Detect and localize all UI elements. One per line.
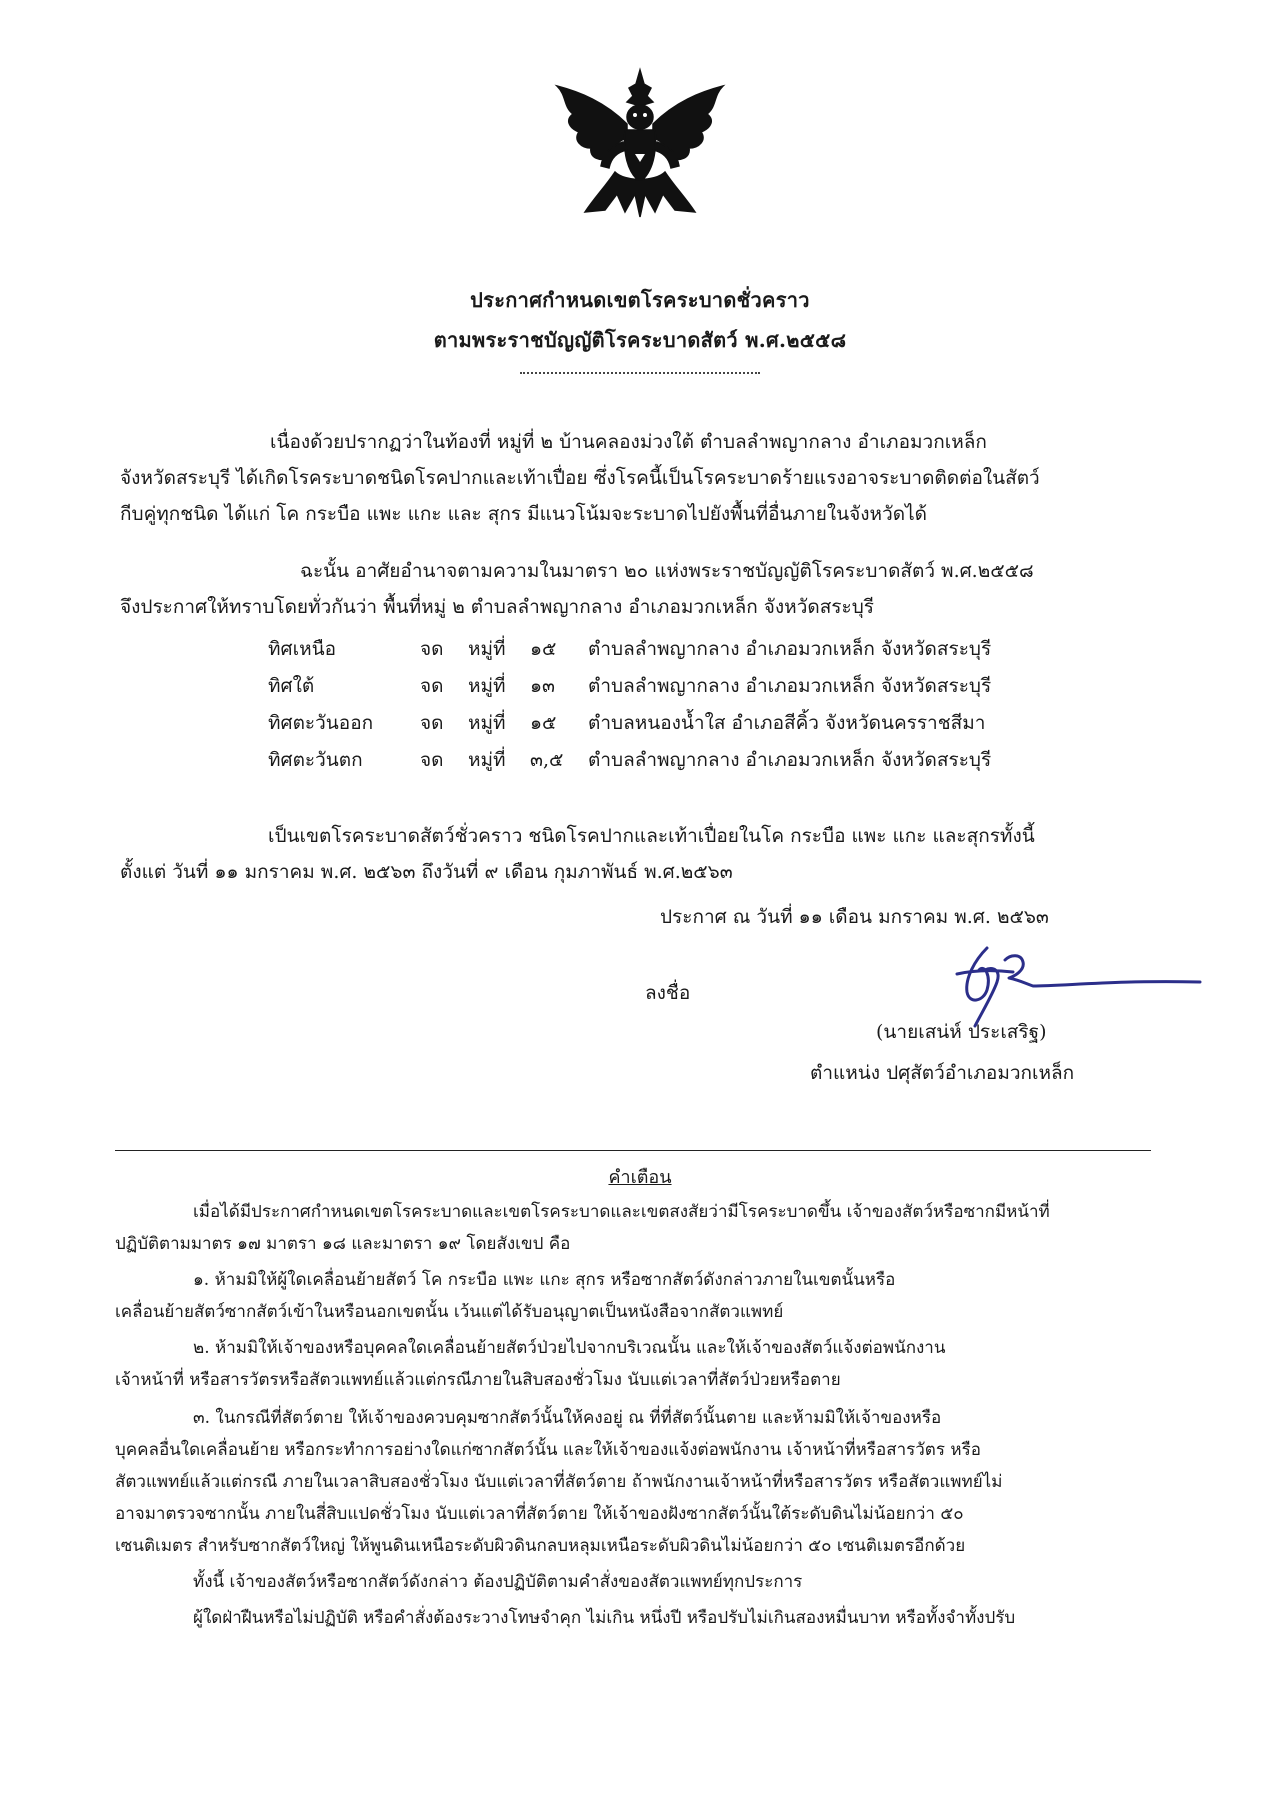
signatory-position: ตำแหน่ง ปศุสัตว์อำเภอมวกเหล็ก xyxy=(810,1062,1075,1084)
document-title-line2: ตามพระราชบัญญัติโรคระบาดสัตว์ พ.ศ.๒๕๕๘ xyxy=(433,328,847,352)
para2-line1: ฉะนั้น อาศัยอำนาจตามความในมาตรา ๒๐ แห่งพระราชบัญญัติโรคระบาดสัตว์ พ.ศ.๒๕๕๘ xyxy=(300,560,1034,582)
warning-line: เจ้าหน้าที่ หรือสารวัตรหรือสัตวแพทย์แล้วแต่กรณีภายในสิบสองชั่วโมง นับแต่เวลาที่สัตว์ป่วยหรือตาย xyxy=(115,1370,841,1390)
boundary-row-east xyxy=(0,708,1280,742)
title-dotted-divider xyxy=(520,372,760,374)
boundary-place: ตำบลลำพญากลาง อำเภอมวกเหล็ก จังหวัดสระบุรี xyxy=(588,675,992,697)
warning-line: เมื่อได้มีประกาศกำหนดเขตโรคระบาดและเขตโรคระบาดและเขตสงสัยว่ามีโรคระบาดขึ้น เจ้าของสัตว์หรือซากมีหน้าที่ xyxy=(193,1202,1050,1222)
warning-line: ทั้งนี้ เจ้าของสัตว์หรือซากสัตว์ดังกล่าว ต้องปฏิบัติตามคำสั่งของสัตวแพทย์ทุกประการ xyxy=(193,1572,803,1592)
boundary-moo-number: ๓,๕ xyxy=(530,749,564,771)
boundary-moo-number: ๑๕ xyxy=(530,638,557,660)
para3-line1: เป็นเขตโรคระบาดสัตว์ชั่วคราว ชนิดโรคปากและเท้าเปื่อยในโค กระบือ แพะ แกะ และสุกรทั้งนี้ xyxy=(268,825,1035,847)
boundary-moo-number: ๑๓ xyxy=(530,675,556,697)
boundary-row-west xyxy=(0,745,1280,779)
warning-line: ๓. ในกรณีที่สัตว์ตาย ให้เจ้าของควบคุมซากสัตว์นั้นให้คงอยู่ ณ ที่ที่สัตว์นั้นตาย และห้ามมิให้เจ้าของหรือ xyxy=(193,1408,942,1428)
signatory-name: (นายเสน่ห์ ประเสริฐ) xyxy=(876,1021,1047,1043)
document-title-line1: ประกาศกำหนดเขตโรคระบาดชั่วคราว xyxy=(470,288,810,312)
boundary-moo-label: หมู่ที่ xyxy=(468,675,506,697)
boundary-moo-label: หมู่ที่ xyxy=(468,749,506,771)
para1-line3: กีบคู่ทุกชนิด ได้แก่ โค กระบือ แพะ แกะ และ สุกร มีแนวโน้มจะระบาดไปยังพื้นที่อื่นภายในจังหวัดได้ xyxy=(120,503,927,525)
section-divider xyxy=(115,1150,1151,1151)
boundary-direction: ทิศตะวันตก xyxy=(268,749,363,771)
boundary-row-south xyxy=(0,671,1280,705)
boundary-adjoin: จด xyxy=(420,712,444,734)
boundary-moo-number: ๑๕ xyxy=(530,712,557,734)
boundary-moo-label: หมู่ที่ xyxy=(468,712,506,734)
warning-line: สัตวแพทย์แล้วแต่กรณี ภายในเวลาสิบสองชั่วโมง นับแต่เวลาที่สัตว์ตาย ถ้าพนักงานเจ้าหน้าที่หรือสารวัตร หรือสัตวแพทย์ไม่ xyxy=(115,1472,1003,1492)
garuda-emblem-icon xyxy=(545,62,735,227)
boundary-direction: ทิศตะวันออก xyxy=(268,712,374,734)
warning-line: ๒. ห้ามมิให้เจ้าของหรือบุคคลใดเคลื่อนย้ายสัตว์ป่วยไปจากบริเวณนั้น และให้เจ้าของสัตว์แจ้งต่อพนักงาน xyxy=(193,1338,946,1358)
boundary-adjoin: จด xyxy=(420,749,444,771)
announce-date: ประกาศ ณ วันที่ ๑๑ เดือน มกราคม พ.ศ. ๒๕๖๓ xyxy=(660,906,1049,928)
boundary-row-north xyxy=(0,634,1280,668)
warning-title: คำเตือน xyxy=(608,1167,672,1188)
warning-line: ปฏิบัติตามมาตร ๑๗ มาตรา ๑๘ และมาตรา ๑๙ โดยสังเขป คือ xyxy=(115,1234,571,1254)
warning-line: อาจมาตรวจซากนั้น ภายในสี่สิบแปดชั่วโมง นับแต่เวลาที่สัตว์ตาย ให้เจ้าของฝังซากสัตว์นั้นใต้ระดับดินไม่น้อยกว่า ๕๐ xyxy=(115,1504,964,1524)
para1-line1: เนื่องด้วยปรากฏว่าในท้องที่ หมู่ที่ ๒ บ้านคลองม่วงใต้ ตำบลลำพญากลาง อำเภอมวกเหล็ก xyxy=(270,431,987,453)
warning-line: บุคคลอื่นใดเคลื่อนย้าย หรือกระทำการอย่างใดแก่ซากสัตว์นั้น และให้เจ้าของแจ้งต่อพนักงาน เจ้าหน้าที่หรือสารวัตร หรือ xyxy=(115,1440,981,1460)
para3-line2: ตั้งแต่ วันที่ ๑๑ มกราคม พ.ศ. ๒๕๖๓ ถึงวันที่ ๙ เดือน กุมภาพันธ์ พ.ศ.๒๕๖๓ xyxy=(120,861,733,883)
boundary-direction: ทิศเหนือ xyxy=(268,638,337,660)
boundary-place: ตำบลลำพญากลาง อำเภอมวกเหล็ก จังหวัดสระบุรี xyxy=(588,638,992,660)
boundary-place: ตำบลลำพญากลาง อำเภอมวกเหล็ก จังหวัดสระบุรี xyxy=(588,749,992,771)
warning-line: เซนติเมตร สำหรับซากสัตว์ใหญ่ ให้พูนดินเหนือระดับผิวดินกลบหลุมเหนือระดับผิวดินไม่น้อยกว่า ๕๐ เซนติเมตรอีกด้วย xyxy=(115,1536,966,1556)
boundary-place: ตำบลหนองน้ำใส อำเภอสีคิ้ว จังหวัดนครราชสีมา xyxy=(588,712,986,734)
boundary-direction: ทิศใต้ xyxy=(268,675,315,697)
boundary-moo-label: หมู่ที่ xyxy=(468,638,506,660)
sign-label: ลงชื่อ xyxy=(645,982,691,1004)
warning-line: เคลื่อนย้ายสัตว์ซากสัตว์เข้าในหรือนอกเขตนั้น เว้นแต่ได้รับอนุญาตเป็นหนังสือจากสัตวแพทย์ xyxy=(115,1302,784,1322)
para1-line2: จังหวัดสระบุรี ได้เกิดโรคระบาดชนิดโรคปากและเท้าเปื่อย ซึ่งโรคนี้เป็นโรคระบาดร้ายแรงอาจระบาดติดต่อในสัตว์ xyxy=(120,467,1040,489)
boundary-adjoin: จด xyxy=(420,638,444,660)
para2-line2: จึงประกาศให้ทราบโดยทั่วกันว่า พื้นที่หมู่ ๒ ตำบลลำพญากลาง อำเภอมวกเหล็ก จังหวัดสระบุรี xyxy=(120,596,874,618)
warning-line: ผู้ใดฝ่าฝืนหรือไม่ปฏิบัติ หรือคำสั่งต้องระวางโทษจำคุก ไม่เกิน หนึ่งปี หรือปรับไม่เกินสองหมื่นบาท หรือทั้งจำทั้งปรับ xyxy=(193,1608,1016,1628)
warning-line: ๑. ห้ามมิให้ผู้ใดเคลื่อนย้ายสัตว์ โค กระบือ แพะ แกะ สุกร หรือซากสัตว์ดังกล่าวภายในเขตนั้นหรือ xyxy=(193,1270,896,1290)
boundary-adjoin: จด xyxy=(420,675,444,697)
